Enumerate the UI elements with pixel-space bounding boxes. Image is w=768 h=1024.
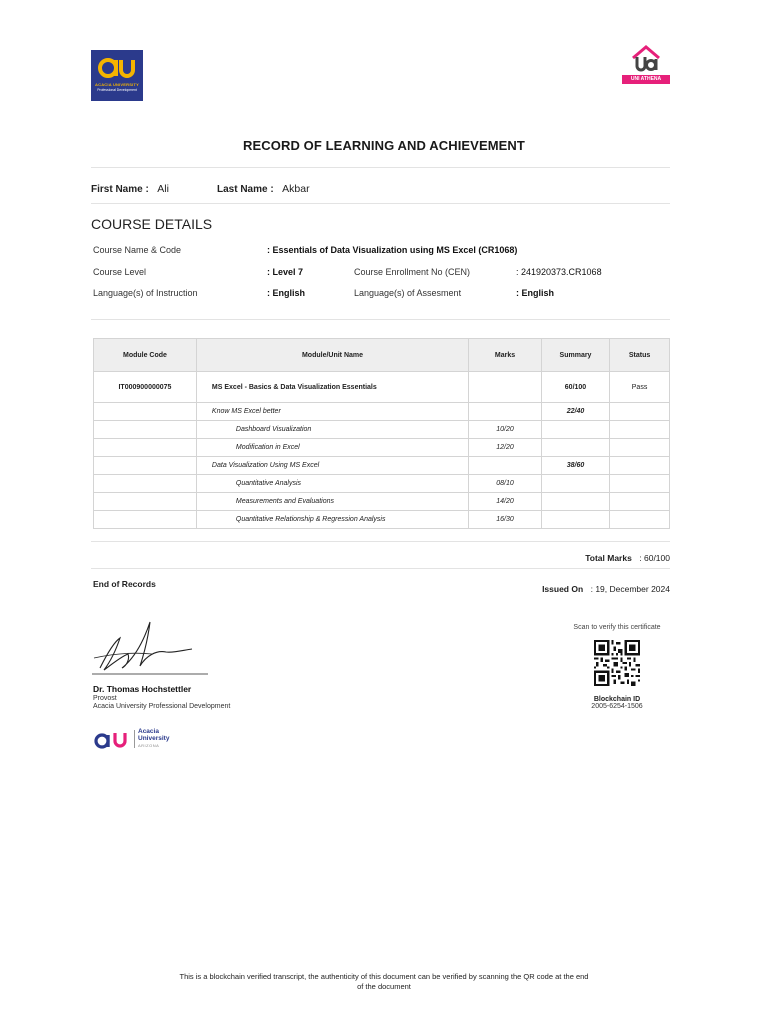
status-cell — [610, 421, 670, 439]
end-of-records: End of Records — [93, 579, 156, 589]
table-row — [94, 511, 670, 529]
signatory-org: Acacia University Professional Development — [93, 703, 231, 710]
marks-cell: 14/20 — [469, 493, 542, 511]
status-cell — [610, 475, 670, 493]
signatory-role: Provost — [93, 695, 117, 702]
footer-note-line2: of the document — [357, 981, 411, 991]
module-name-cell: Quantitative Relationship & Regression Analysis — [196, 511, 468, 529]
marks-cell: 16/30 — [469, 511, 542, 529]
last-name-label: Last Name : — [217, 184, 274, 195]
last-name-row — [217, 179, 310, 197]
status-cell — [610, 493, 670, 511]
language-instruction-value: : English — [267, 288, 305, 298]
marks-cell — [469, 457, 542, 475]
course-details-heading: COURSE DETAILS — [91, 216, 213, 232]
table-row — [94, 457, 670, 475]
module-code-cell — [94, 421, 197, 439]
course-name-label: Course Name & Code — [93, 245, 182, 255]
au-monogram-icon — [97, 57, 137, 79]
module-name-cell: MS Excel - Basics & Data Visualization Essentials — [196, 372, 468, 403]
status-cell: Pass — [610, 372, 670, 403]
signatory-name: Dr. Thomas Hochstettler — [93, 684, 192, 694]
scan-to-verify-text: Scan to verify this certificate — [573, 624, 661, 631]
last-name-value: Akbar — [282, 183, 310, 195]
footer-logo-line2: University — [138, 735, 170, 742]
status-cell — [610, 511, 670, 529]
table-row — [94, 372, 670, 403]
table-row — [94, 421, 670, 439]
marks-cell: 12/20 — [469, 439, 542, 457]
module-name-cell: Data Visualization Using MS Excel — [196, 457, 468, 475]
first-name-label: First Name : — [91, 184, 149, 195]
divider — [91, 319, 670, 320]
footer-logo-line3: ARIZONA — [138, 743, 160, 748]
language-assessment-label: Language(s) of Assesment — [354, 288, 462, 298]
total-marks-value: : 60/100 — [639, 553, 670, 563]
module-name-cell: Measurements and Evaluations — [196, 493, 468, 511]
table-row — [94, 493, 670, 511]
status-cell — [610, 457, 670, 475]
logo-divider — [134, 730, 135, 748]
module-name-cell: Modification in Excel — [196, 439, 468, 457]
summary-cell — [541, 493, 609, 511]
summary-cell: 60/100 — [541, 372, 609, 403]
course-name-value: : Essentials of Data Visualization using MS Excel (CR1068) — [267, 245, 518, 255]
total-marks-row — [585, 548, 670, 566]
status-cell — [610, 439, 670, 457]
col-marks: Marks — [469, 339, 542, 372]
module-code-cell — [94, 475, 197, 493]
module-code-cell — [94, 457, 197, 475]
marks-cell — [469, 372, 542, 403]
issued-on-value: : 19, December 2024 — [590, 584, 670, 594]
issued-on-row — [542, 579, 670, 597]
ua-monogram-icon — [630, 44, 662, 75]
issued-on-label: Issued On — [542, 584, 584, 594]
module-table — [93, 338, 670, 529]
summary-cell — [541, 421, 609, 439]
divider — [91, 541, 670, 542]
table-row — [94, 403, 670, 421]
summary-cell: 22/40 — [541, 403, 609, 421]
acacia-university-logo — [91, 50, 143, 101]
footer-logo-line1: Acacia — [138, 728, 159, 735]
au-logo-name: ACACIA UNIVERSITY — [95, 82, 139, 87]
module-code-cell — [94, 493, 197, 511]
summary-cell — [541, 511, 609, 529]
enrollment-no-value: : 241920373.CR1068 — [516, 267, 602, 277]
status-cell — [610, 403, 670, 421]
divider — [91, 203, 670, 204]
table-row — [94, 475, 670, 493]
divider — [91, 167, 670, 168]
blockchain-id-label: Blockchain ID — [593, 696, 641, 703]
au-monogram-icon — [93, 730, 131, 750]
signature-image — [92, 616, 212, 678]
col-summary: Summary — [541, 339, 609, 372]
course-level-label: Course Level — [93, 267, 147, 277]
summary-cell: 38/60 — [541, 457, 609, 475]
course-level-value: : Level 7 — [267, 267, 304, 277]
table-header-row — [94, 339, 670, 372]
module-code-cell — [94, 403, 197, 421]
marks-cell: 10/20 — [469, 421, 542, 439]
module-name-cell: Know MS Excel better — [196, 403, 468, 421]
footer-note — [100, 972, 668, 991]
total-marks-label: Total Marks — [585, 553, 632, 563]
col-status: Status — [610, 339, 670, 372]
qr-code-icon[interactable] — [594, 640, 640, 686]
language-assessment-value: : English — [516, 288, 554, 298]
col-module-code: Module Code — [94, 339, 197, 372]
summary-cell — [541, 439, 609, 457]
module-name-cell: Dashboard Visualization — [196, 421, 468, 439]
first-name-value: Ali — [157, 183, 169, 195]
first-name-row — [91, 179, 169, 197]
page-title: RECORD OF LEARNING AND ACHIEVEMENT — [243, 138, 525, 153]
module-code-cell — [94, 439, 197, 457]
au-logo-subtitle: Professional Development — [97, 88, 137, 92]
marks-cell: 08/10 — [469, 475, 542, 493]
blockchain-id-value: 2005-6254-1506 — [591, 703, 643, 710]
divider — [91, 568, 670, 569]
language-instruction-label: Language(s) of Instruction — [93, 288, 198, 298]
table-row — [94, 439, 670, 457]
acacia-footer-logo — [93, 728, 193, 752]
marks-cell — [469, 403, 542, 421]
ua-logo-name: UNI ATHENA — [622, 75, 670, 84]
uni-athena-logo — [622, 44, 670, 88]
module-code-cell: IT000900000075 — [94, 372, 197, 403]
footer-note-line1: This is a blockchain verified transcript, the authenticity of this document can be verified by scanning the QR code at the end — [179, 972, 589, 981]
summary-cell — [541, 475, 609, 493]
enrollment-no-label: Course Enrollment No (CEN) — [354, 267, 471, 277]
module-name-cell: Quantitative Analysis — [196, 475, 468, 493]
col-module-name: Module/Unit Name — [196, 339, 468, 372]
module-code-cell — [94, 511, 197, 529]
